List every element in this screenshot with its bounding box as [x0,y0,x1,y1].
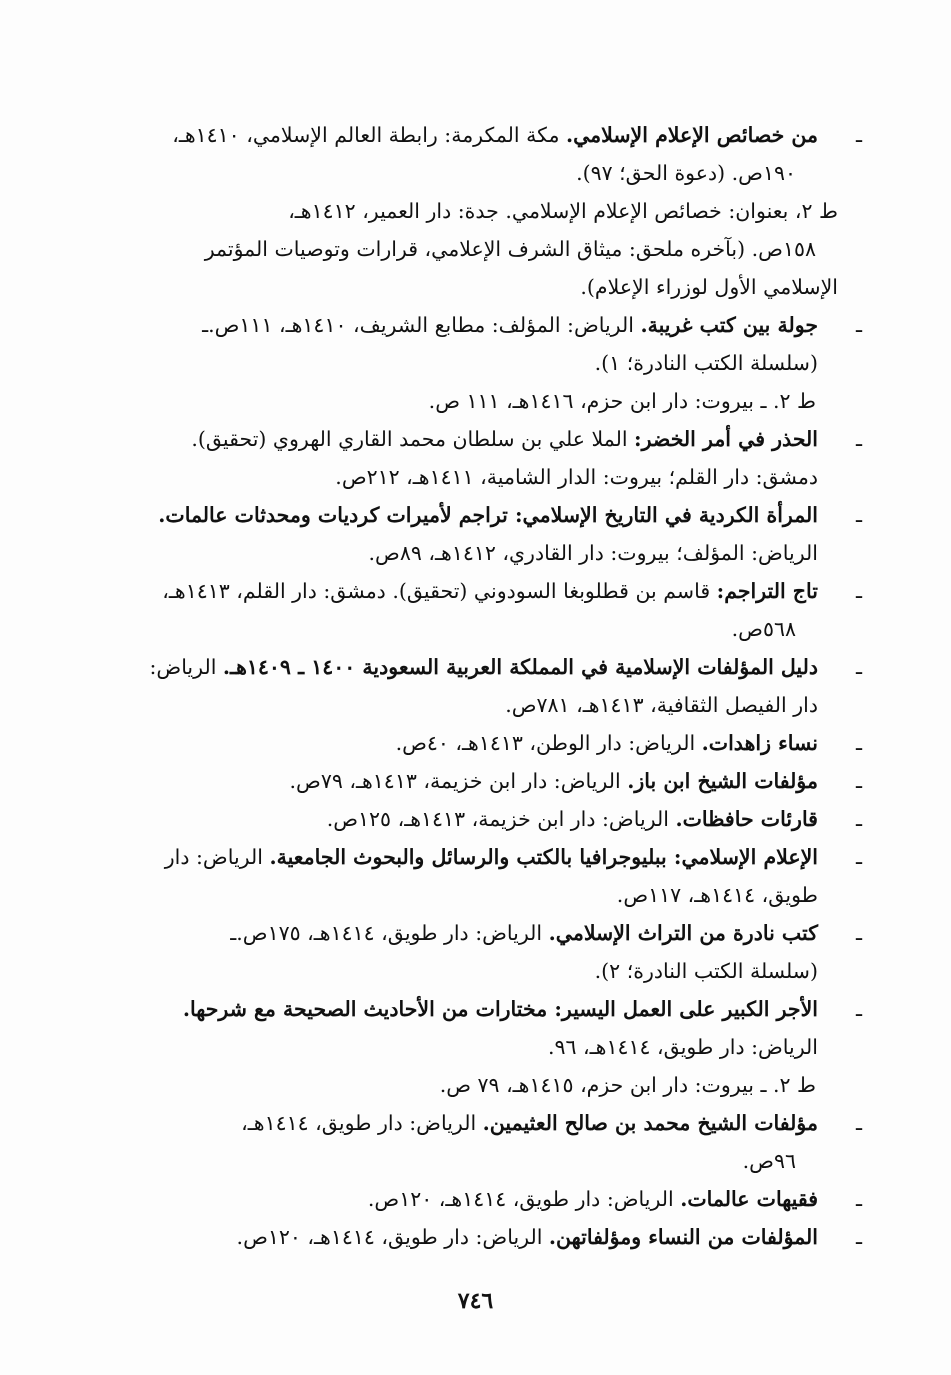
entry-title: قارئات حافظات. [675,807,818,831]
bibliography-entry [112,420,862,496]
page-number: ٧٤٦ [457,1288,494,1314]
entry-details: الرياض: دار طويق، ١٤١٤هـ، ١٢٠ص. [236,1225,549,1249]
entry-dash: ـ [855,427,862,451]
edition-continuation: الإسلامي الأول لوزراء الإعلام). [580,275,838,299]
entry-details: الرياض: دار [164,845,270,869]
edition-note [112,192,838,306]
entry-title: تاج التراجم: [716,579,818,603]
entry-title: جولة بين كتب غريبة. [640,313,818,337]
edition-note [112,382,838,420]
bibliography-entry [112,648,862,724]
edition-text: ط ٢، بعنوان: خصائص الإعلام الإسلامي. جدة: دار العمير، ١٤١٢هـ، [288,199,838,223]
entry-details: مكة المكرمة: رابطة العالم الإسلامي، ١٤١٠هـ، [172,123,566,147]
entry-dash: ـ [855,845,862,869]
entry-continuation: دار الفيصل الثقافية، ١٤١٣هـ، ٧٨١ص. [505,693,818,717]
entry-title: الأجر الكبير على العمل اليسير: مختارات من الأحاديث الصحيحة مع شرحها. [182,997,818,1021]
entry-continuation: (سلسلة الكتب النادرة؛ ٢). [594,959,818,983]
entry-dash: ـ [855,123,862,147]
entry-title: مؤلفات الشيخ محمد بن صالح العثيمين. [482,1111,818,1135]
entry-continuation: دمشق: دار القلم؛ بيروت: الدار الشامية، ١٤١١هـ، ٢١٢ص. [335,465,818,489]
entry-continuation: ١٩٠ص. (دعوة الحق؛ ٩٧). [576,161,796,185]
entry-title: المرأة الكردية في التاريخ الإسلامي: تراجم لأميرات كرديات ومحدثات عالمات. [158,503,818,527]
entry-details: الرياض: دار ابن خزيمة، ١٤١٣هـ، ٧٩ص. [289,769,628,793]
bibliography-entry [112,762,862,800]
bibliography-entry [112,990,862,1066]
entry-details: الرياض: دار طويق، ١٤١٤هـ، ١٧٥ص.ـ [230,921,549,945]
bibliography-entry [112,1218,862,1256]
entry-title: الإعلام الإسلامي: ببليوجرافيا بالكتب والرسائل والبحوث الجامعية. [269,845,818,869]
entry-details: الرياض: دار ابن خزيمة، ١٤١٣هـ، ١٢٥ص. [326,807,676,831]
entry-details: الرياض: دار طويق، ١٤١٤هـ، ١٢٠ص. [367,1187,681,1211]
entry-title: الحذر في أمر الخضر: [634,427,818,451]
entry-continuation: الرياض: دار طويق، ١٤١٤هـ، ٩٦. [547,1035,818,1059]
bibliography-list [112,116,862,1256]
entry-dash: ـ [855,921,862,945]
edition-note [112,1066,838,1104]
entry-continuation: ٥٦٨ص. [731,617,796,641]
entry-dash: ـ [855,313,862,337]
entry-title: من خصائص الإعلام الإسلامي. [565,123,818,147]
entry-details: الملا علي بن سلطان محمد القاري الهروي (تحقيق). [191,427,635,451]
entry-title: المؤلفات من النساء ومؤلفاتهن. [548,1225,818,1249]
bibliography-entry [112,1180,862,1218]
entry-dash: ـ [855,1225,862,1249]
entry-title: دليل المؤلفات الإسلامية في المملكة العربية السعودية ١٤٠٠ ـ ١٤٠٩هـ. [222,655,818,679]
entry-dash: ـ [855,655,862,679]
entry-dash: ـ [855,769,862,793]
edition-text: ط ٢. ـ بيروت: دار ابن حزم، ١٤١٥هـ، ٧٩ ص. [439,1073,816,1097]
entry-continuation: الرياض: المؤلف؛ بيروت: دار القادري، ١٤١٢هـ، ٨٩ص. [368,541,818,565]
entry-dash: ـ [855,579,862,603]
entry-title: نساء زاهدات. [701,731,818,755]
bibliography-entry [112,306,862,382]
bibliography-entry [112,572,862,648]
bibliography-entry [112,724,862,762]
entry-dash: ـ [855,997,862,1021]
entry-dash: ـ [855,731,862,755]
edition-continuation: ١٥٨ص. (بآخره ملحق: ميثاق الشرف الإعلامي، قرارات وتوصيات المؤتمر [204,237,816,261]
entry-details: الرياض: [149,655,223,679]
bibliography-entry [112,914,862,990]
bibliography-entry [112,116,862,192]
entry-details: الرياض: دار طويق، ١٤١٤هـ، [241,1111,483,1135]
entry-continuation: طويق، ١٤١٤هـ، ١١٧ص. [616,883,818,907]
entry-continuation: ٩٦ص. [742,1149,796,1173]
bibliography-entry [112,1104,862,1180]
entry-dash: ـ [855,1187,862,1211]
entry-title: فقيهات عالمات. [680,1187,818,1211]
entry-dash: ـ [855,1111,862,1135]
bibliography-entry [112,838,862,914]
bibliography-entry [112,800,862,838]
entry-continuation: (سلسلة الكتب النادرة؛ ١). [594,351,818,375]
entry-details: الرياض: دار الوطن، ١٤١٣هـ، ٤٠ص. [395,731,702,755]
entry-details: الرياض: المؤلف: مطابع الشريف، ١٤١٠هـ، ١١١ص.ـ [202,313,641,337]
entry-title: مؤلفات الشيخ ابن باز. [627,769,818,793]
entry-dash: ـ [855,807,862,831]
entry-title: كتب نادرة من التراث الإسلامي. [548,921,818,945]
entry-details: قاسم بن قطلوبغا السودوني (تحقيق). دمشق: دار القلم، ١٤١٣هـ، [162,579,717,603]
bibliography-entry [112,496,862,572]
entry-dash: ـ [855,503,862,527]
edition-text: ط ٢. ـ بيروت: دار ابن حزم، ١٤١٦هـ، ١١١ ص. [428,389,816,413]
